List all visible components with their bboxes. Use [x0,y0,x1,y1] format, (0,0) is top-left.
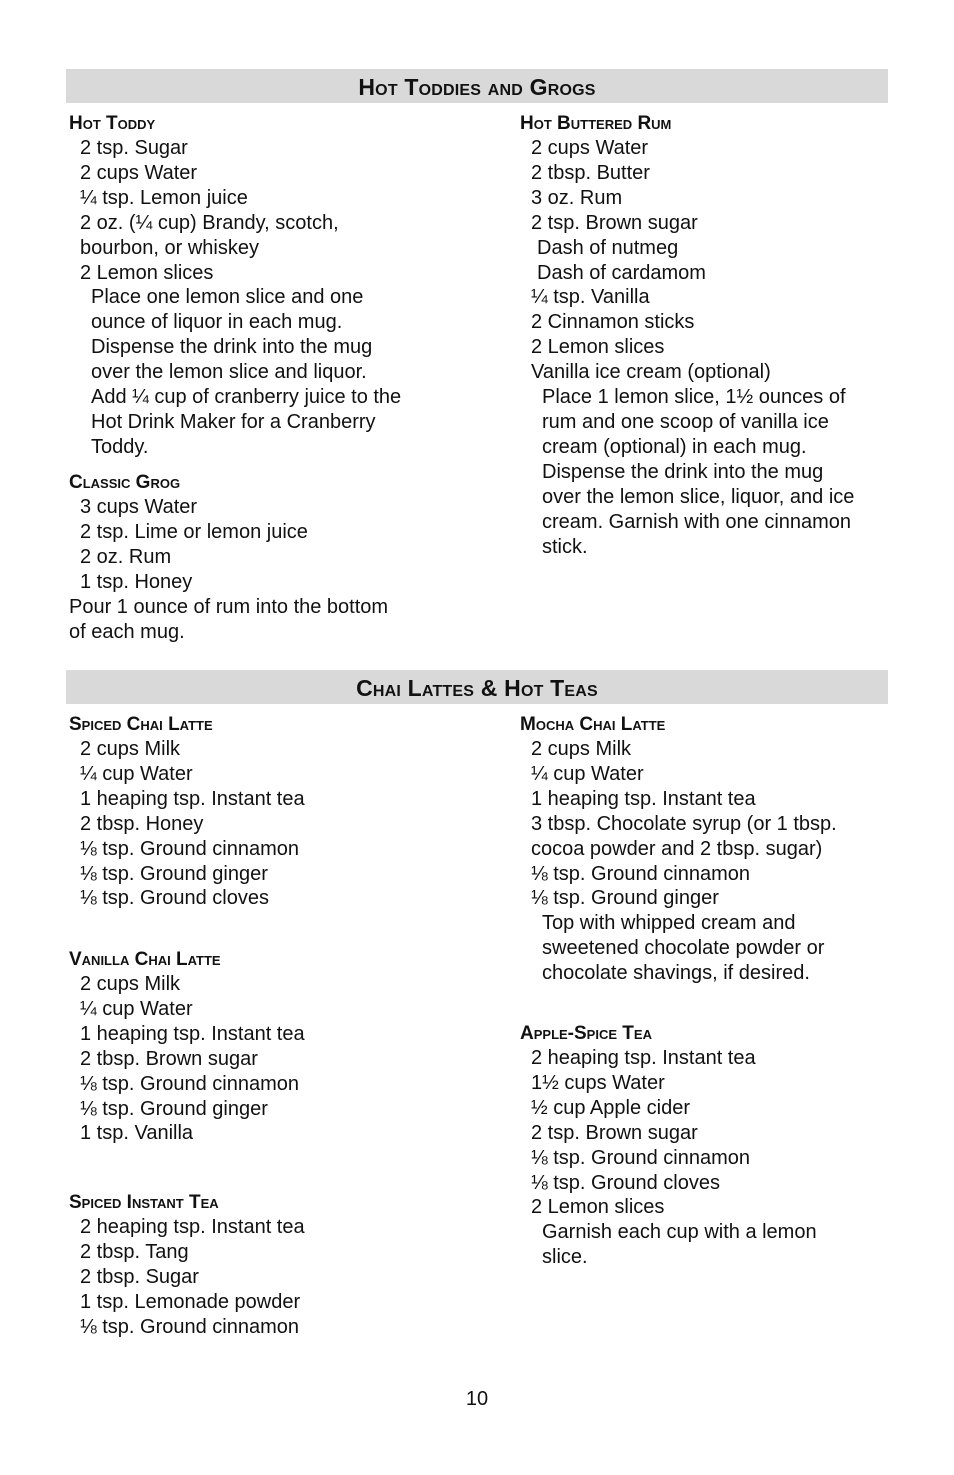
ingredient: ⅛ tsp. Ground cinnamon [80,837,300,860]
ingredient: 3 tbsp. Chocolate syrup (or 1 tbsp. [531,812,837,835]
section-header-chai-lattes: Chai Lattes & Hot Teas [66,670,888,704]
ingredient: 2 tsp. Sugar [80,137,188,159]
direction-line: Hot Drink Maker for a Cranberry [91,410,376,433]
direction-line: Garnish each cup with a lemon [542,1221,817,1244]
direction-line: cream (optional) in each mug. [542,435,807,458]
recipe-classic-grog [69,472,469,644]
page-number: 10 [465,1388,489,1410]
recipe-hot-buttered-rum [520,113,890,559]
direction-line: slice. [542,1246,588,1269]
ingredient: 2 Cinnamon sticks [531,311,695,334]
recipe-hot-toddy [69,113,469,460]
recipe-title: Mocha Chai Latte [520,714,666,735]
direction-line: sweetened chocolate powder or [542,937,825,960]
ingredient: 2 tbsp. Tang [80,1240,189,1263]
ingredient: ⅛ tsp. Ground cloves [80,887,269,910]
recipe-title: Hot Toddy [69,113,156,134]
direction-line: Place one lemon slice and one [91,286,364,309]
ingredient: 1 tsp. Vanilla [80,1122,194,1145]
recipe-title: Classic Grog [69,472,181,493]
direction-line: ounce of liquor in each mug. [91,311,343,334]
direction-line: of each mug. [69,620,185,643]
recipe-title: Hot Buttered Rum [520,113,672,134]
ingredient: 2 tbsp. Honey [80,812,204,835]
ingredient: 1½ cups Water [531,1071,665,1094]
ingredient: 2 tbsp. Butter [531,161,650,184]
recipe-title: Apple-Spice Tea [520,1023,652,1044]
ingredient: 2 cups Milk [80,738,181,760]
ingredient: ⅛ tsp. Ground ginger [80,1097,268,1120]
ingredient: ¼ cup Water [531,762,644,785]
recipe-vanilla-chai-latte [69,949,469,1146]
direction-line: cream. Garnish with one cinnamon [542,510,852,533]
ingredient: 2 tbsp. Sugar [80,1265,199,1288]
ingredient: ⅛ tsp. Ground cinnamon [80,1072,300,1095]
direction-line: rum and one scoop of vanilla ice [542,410,829,433]
ingredient: 1 tsp. Honey [80,570,193,593]
ingredient: ½ cup Apple cider [531,1096,690,1119]
direction-line: Top with whipped cream and [542,912,796,935]
ingredient: ¼ cup Water [80,762,193,785]
recipe-title: Vanilla Chai Latte [69,949,221,970]
ingredient: 2 tsp. Brown sugar [531,1121,698,1144]
ingredient: 2 tsp. Brown sugar [531,211,698,234]
ingredient: ⅛ tsp. Ground ginger [80,862,268,885]
direction-line: over the lemon slice, liquor, and ice [542,485,855,508]
ingredient: 2 Lemon slices [531,1196,665,1219]
direction-line: Dispense the drink into the mug [91,336,373,359]
ingredient: Vanilla ice cream (optional) [531,361,771,384]
ingredient: Dash of cardamom [537,261,706,284]
ingredient: 2 cups Milk [531,738,632,760]
ingredient: ¼ tsp. Lemon juice [80,186,248,209]
ingredient: ⅛ tsp. Ground cloves [531,1171,720,1194]
ingredient: 2 Lemon slices [80,261,214,284]
recipe-apple-spice-tea [520,1023,890,1270]
ingredient: ¼ cup Water [80,997,193,1020]
ingredient: 1 heaping tsp. Instant tea [531,787,756,810]
ingredient: 2 cups Water [531,137,649,159]
direction-line: Dispense the drink into the mug [542,460,824,483]
recipe-title: Spiced Instant Tea [69,1192,219,1213]
ingredient: 2 tbsp. Brown sugar [80,1047,258,1070]
ingredient: 1 tsp. Lemonade powder [80,1290,301,1313]
ingredient: 3 oz. Rum [531,186,623,209]
ingredient: 2 tsp. Lime or lemon juice [80,520,308,543]
recipe-title: Spiced Chai Latte [69,714,213,735]
ingredient: ¼ tsp. Vanilla [531,286,650,309]
direction-line: stick. [542,535,588,558]
direction-line: Pour 1 ounce of rum into the bottom [69,595,389,618]
ingredient: 1 heaping tsp. Instant tea [80,787,305,810]
ingredient: Dash of nutmeg [537,236,679,259]
ingredient: cocoa powder and 2 tbsp. sugar) [531,837,823,860]
ingredient: 2 oz. Rum [80,545,172,568]
ingredient: ⅛ tsp. Ground cinnamon [531,1146,751,1169]
ingredient: 2 Lemon slices [531,336,665,359]
recipe-spiced-instant-tea [69,1192,469,1340]
ingredient: bourbon, or whiskey [80,236,259,259]
ingredient: 2 heaping tsp. Instant tea [80,1216,305,1238]
direction-line: Toddy. [91,435,149,458]
section-header-hot-toddies: Hot Toddies and Grogs [66,69,888,103]
ingredient: 3 cups Water [80,496,198,518]
ingredient: 2 heaping tsp. Instant tea [531,1047,756,1069]
direction-line: Add ¼ cup of cranberry juice to the [91,386,402,409]
ingredient: 2 cups Water [80,161,198,184]
ingredient: ⅛ tsp. Ground cinnamon [531,862,751,885]
ingredient: 2 oz. (¼ cup) Brandy, scotch, [80,211,339,234]
ingredient: 1 heaping tsp. Instant tea [80,1022,305,1045]
ingredient: ⅛ tsp. Ground ginger [531,887,719,910]
direction-line: over the lemon slice and liquor. [91,361,367,384]
ingredient: 2 cups Milk [80,973,181,995]
recipe-mocha-chai-latte [520,714,890,986]
recipe-spiced-chai-latte [69,714,469,911]
ingredient: ⅛ tsp. Ground cinnamon [80,1315,300,1338]
direction-line: chocolate shavings, if desired. [542,962,810,985]
direction-line: Place 1 lemon slice, 1½ ounces of [542,386,846,409]
